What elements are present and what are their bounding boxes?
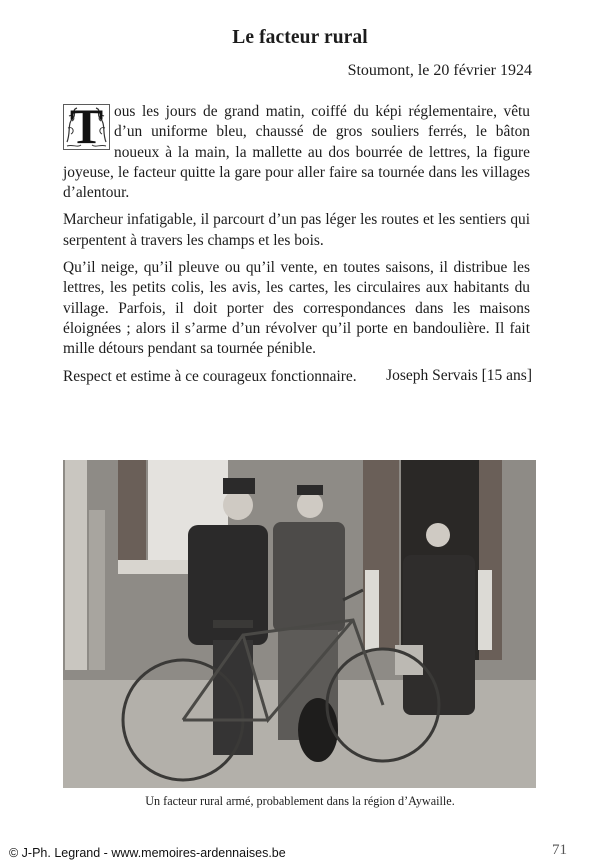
brick-pillar: [118, 460, 146, 565]
woman-face: [426, 523, 450, 547]
bucket: [395, 645, 423, 675]
postman-face: [223, 490, 253, 520]
door-post: [478, 570, 492, 650]
man-jacket: [273, 522, 345, 632]
page-number: 71: [552, 842, 567, 858]
paragraph-1-text: ous les jours de grand matin, coiffé du képi réglementaire, vêtu d’un uniforme bleu, chaussé de gros souliers ferrés, le bâton noueux à la main, la mallette au dos bourrée de lettres, la figure joyeuse, le facteur quitte la gare pour aller faire sa tournée dans les villages d’alentour.: [63, 103, 530, 202]
paragraph-4: Respect et estime à ce courageux fonctionnaire.: [63, 367, 357, 385]
paragraph-2: Marcheur infatigable, il parcourt d’un pas léger les routes et les sentiers qui serpentent à travers les champs et les bois.: [63, 211, 530, 249]
plank: [89, 510, 105, 670]
footer-copyright: © J-Ph. Legrand - www.memoires-ardennaises.be: [9, 846, 286, 860]
signature: Joseph Servais [15 ans]: [386, 367, 532, 384]
man-face: [297, 492, 323, 518]
plank: [65, 460, 87, 670]
dateline: Stoumont, le 20 février 1924: [347, 62, 532, 79]
page-title: Le facteur rural: [232, 27, 368, 48]
door-post: [365, 570, 379, 650]
photo-caption: Un facteur rural armé, probablement dans la région d’Aywaille.: [145, 794, 455, 808]
historical-photograph: [63, 460, 536, 788]
bicycle-saddle: [213, 620, 253, 628]
paragraph-1: [63, 98, 530, 203]
man-cap: [297, 485, 323, 495]
article-body: [63, 98, 530, 394]
ornamental-dropcap-icon: [63, 98, 110, 154]
woman-dress: [403, 555, 475, 715]
photo-postman-bicycle-illustration: [63, 460, 536, 788]
kepi-cap: [223, 478, 255, 494]
dropcap-letter: T: [69, 98, 104, 154]
postman-trousers: [213, 640, 253, 755]
paragraph-3: Qu’il neige, qu’il pleuve ou qu’il vente, en toutes saisons, il distribue les lettres, les petits colis, les avis, les cartes, les circulaires aux habitants du village. Parfois, il doit porter des correspondances dans les maisons éloignées ; alors il s’arme d’un révolver qu’il porte en bandoulière. Il fait mille détours pendant sa tournée pénible.: [63, 259, 530, 358]
